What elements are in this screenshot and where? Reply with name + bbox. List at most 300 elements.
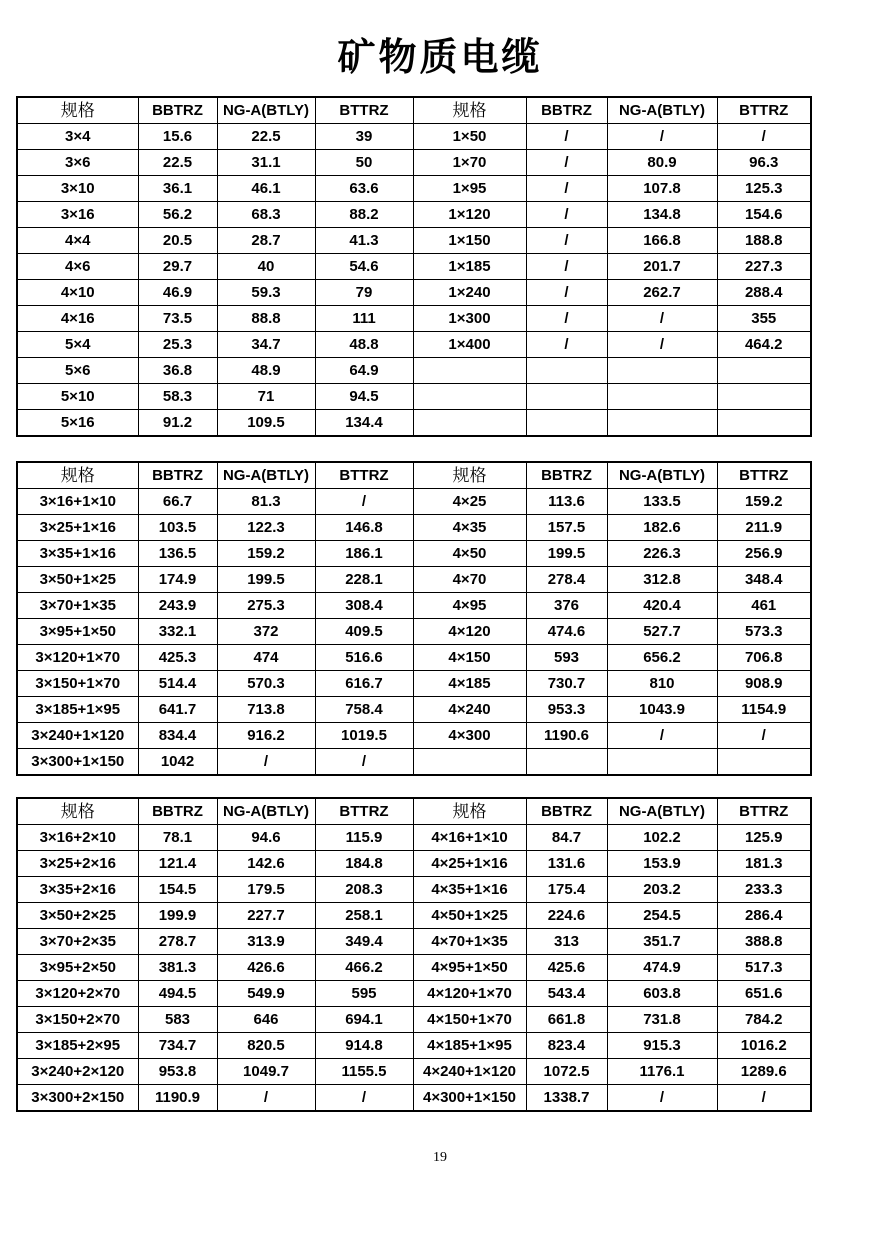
value-cell: / xyxy=(315,489,413,515)
value-cell: 78.1 xyxy=(138,825,217,851)
value-cell: 651.6 xyxy=(717,981,811,1007)
value-cell: 278.7 xyxy=(138,929,217,955)
value-cell xyxy=(526,358,607,384)
value-cell: 661.8 xyxy=(526,1007,607,1033)
value-cell: 22.5 xyxy=(217,124,315,150)
value-cell: 1176.1 xyxy=(607,1059,717,1085)
value-cell: 543.4 xyxy=(526,981,607,1007)
spec-cell: 4×50 xyxy=(413,541,526,567)
column-header: BTTRZ xyxy=(717,798,811,825)
value-cell: 810 xyxy=(607,671,717,697)
column-header: BTTRZ xyxy=(717,462,811,489)
table-row xyxy=(17,955,811,981)
value-cell: 58.3 xyxy=(138,384,217,410)
value-cell: 80.9 xyxy=(607,150,717,176)
value-cell: 409.5 xyxy=(315,619,413,645)
value-cell: 834.4 xyxy=(138,723,217,749)
spec-cell: 3×240+1×120 xyxy=(17,723,138,749)
spec-cell: 1×240 xyxy=(413,280,526,306)
value-cell: 113.6 xyxy=(526,489,607,515)
value-cell: 914.8 xyxy=(315,1033,413,1059)
value-cell: 573.3 xyxy=(717,619,811,645)
table-row xyxy=(17,515,811,541)
value-cell: / xyxy=(315,749,413,776)
value-cell: 133.5 xyxy=(607,489,717,515)
column-header: BTTRZ xyxy=(717,97,811,124)
table-row xyxy=(17,981,811,1007)
value-cell: 464.2 xyxy=(717,332,811,358)
value-cell: 36.8 xyxy=(138,358,217,384)
column-header-spec: 规格 xyxy=(17,97,138,124)
value-cell: 94.6 xyxy=(217,825,315,851)
table-row xyxy=(17,593,811,619)
column-header-spec: 规格 xyxy=(413,97,526,124)
spec-cell: 1×150 xyxy=(413,228,526,254)
value-cell: 376 xyxy=(526,593,607,619)
spec-cell: 1×70 xyxy=(413,150,526,176)
value-cell: 34.7 xyxy=(217,332,315,358)
value-cell: / xyxy=(717,723,811,749)
spec-cell: 3×240+2×120 xyxy=(17,1059,138,1085)
value-cell: 549.9 xyxy=(217,981,315,1007)
value-cell: 199.9 xyxy=(138,903,217,929)
spec-cell: 4×300+1×150 xyxy=(413,1085,526,1112)
spec-cell: 4×95+1×50 xyxy=(413,955,526,981)
column-header-spec: 规格 xyxy=(413,798,526,825)
spec-cell: 3×95+1×50 xyxy=(17,619,138,645)
value-cell: 514.4 xyxy=(138,671,217,697)
value-cell: 186.1 xyxy=(315,541,413,567)
value-cell: 46.9 xyxy=(138,280,217,306)
column-header: NG-A(BTLY) xyxy=(607,462,717,489)
spec-cell: 4×25 xyxy=(413,489,526,515)
value-cell: 174.9 xyxy=(138,567,217,593)
spec-cell: 4×95 xyxy=(413,593,526,619)
spec-cell: 4×185+1×95 xyxy=(413,1033,526,1059)
spec-cell xyxy=(413,358,526,384)
table-row xyxy=(17,1085,811,1112)
column-header: BBTRZ xyxy=(526,798,607,825)
value-cell: 461 xyxy=(717,593,811,619)
value-cell: 1190.9 xyxy=(138,1085,217,1112)
value-cell: / xyxy=(607,124,717,150)
value-cell: 41.3 xyxy=(315,228,413,254)
value-cell: 312.8 xyxy=(607,567,717,593)
value-cell: 79 xyxy=(315,280,413,306)
value-cell: 28.7 xyxy=(217,228,315,254)
value-cell: 915.3 xyxy=(607,1033,717,1059)
column-header: BBTRZ xyxy=(138,462,217,489)
spec-cell: 3×50+2×25 xyxy=(17,903,138,929)
value-cell xyxy=(607,384,717,410)
spec-cell: 4×10 xyxy=(17,280,138,306)
table-row xyxy=(17,749,811,776)
spec-cell: 4×16 xyxy=(17,306,138,332)
value-cell: 188.8 xyxy=(717,228,811,254)
table-row xyxy=(17,384,811,410)
table-row xyxy=(17,410,811,437)
column-header: BBTRZ xyxy=(138,97,217,124)
value-cell: 154.6 xyxy=(717,202,811,228)
value-cell xyxy=(526,384,607,410)
table-row xyxy=(17,671,811,697)
column-header: NG-A(BTLY) xyxy=(217,798,315,825)
table-row xyxy=(17,202,811,228)
value-cell: / xyxy=(526,202,607,228)
value-cell: 1154.9 xyxy=(717,697,811,723)
value-cell: / xyxy=(526,150,607,176)
table-row xyxy=(17,541,811,567)
mineral-cable-table-2 xyxy=(16,461,812,776)
value-cell: 474 xyxy=(217,645,315,671)
table-row xyxy=(17,1059,811,1085)
value-cell: 111 xyxy=(315,306,413,332)
value-cell: 208.3 xyxy=(315,877,413,903)
value-cell: 278.4 xyxy=(526,567,607,593)
value-cell xyxy=(717,384,811,410)
value-cell: / xyxy=(526,306,607,332)
table-row xyxy=(17,332,811,358)
spec-cell: 1×95 xyxy=(413,176,526,202)
value-cell: 388.8 xyxy=(717,929,811,955)
value-cell: 425.6 xyxy=(526,955,607,981)
value-cell: 203.2 xyxy=(607,877,717,903)
value-cell: 275.3 xyxy=(217,593,315,619)
table-row xyxy=(17,176,811,202)
value-cell: 36.1 xyxy=(138,176,217,202)
column-header-spec: 规格 xyxy=(17,798,138,825)
spec-cell: 1×400 xyxy=(413,332,526,358)
column-header-spec: 规格 xyxy=(413,462,526,489)
column-header: BTTRZ xyxy=(315,462,413,489)
spec-cell: 4×300 xyxy=(413,723,526,749)
spec-cell: 4×150+1×70 xyxy=(413,1007,526,1033)
value-cell: 233.3 xyxy=(717,877,811,903)
value-cell: 474.6 xyxy=(526,619,607,645)
value-cell: 908.9 xyxy=(717,671,811,697)
value-cell: 1155.5 xyxy=(315,1059,413,1085)
value-cell: 25.3 xyxy=(138,332,217,358)
spec-cell: 4×120 xyxy=(413,619,526,645)
column-header: BTTRZ xyxy=(315,798,413,825)
value-cell: 159.2 xyxy=(217,541,315,567)
column-header: NG-A(BTLY) xyxy=(217,97,315,124)
value-cell: 603.8 xyxy=(607,981,717,1007)
value-cell: 56.2 xyxy=(138,202,217,228)
spec-cell: 3×16 xyxy=(17,202,138,228)
value-cell: 953.8 xyxy=(138,1059,217,1085)
value-cell: 166.8 xyxy=(607,228,717,254)
value-cell: 1338.7 xyxy=(526,1085,607,1112)
value-cell: 68.3 xyxy=(217,202,315,228)
table-row xyxy=(17,1033,811,1059)
spec-cell: 4×70+1×35 xyxy=(413,929,526,955)
value-cell: 258.1 xyxy=(315,903,413,929)
value-cell: 694.1 xyxy=(315,1007,413,1033)
value-cell xyxy=(717,410,811,437)
table-row xyxy=(17,619,811,645)
value-cell: / xyxy=(217,749,315,776)
value-cell: 154.5 xyxy=(138,877,217,903)
value-cell: 134.8 xyxy=(607,202,717,228)
value-cell: 820.5 xyxy=(217,1033,315,1059)
value-cell xyxy=(607,410,717,437)
value-cell: 731.8 xyxy=(607,1007,717,1033)
value-cell: 226.3 xyxy=(607,541,717,567)
spec-cell: 3×185+1×95 xyxy=(17,697,138,723)
value-cell: 157.5 xyxy=(526,515,607,541)
value-cell: 351.7 xyxy=(607,929,717,955)
value-cell: 184.8 xyxy=(315,851,413,877)
header-row xyxy=(17,798,811,825)
value-cell: 122.3 xyxy=(217,515,315,541)
value-cell: 466.2 xyxy=(315,955,413,981)
value-cell: / xyxy=(526,124,607,150)
spec-cell: 4×6 xyxy=(17,254,138,280)
value-cell: / xyxy=(526,228,607,254)
value-cell: 381.3 xyxy=(138,955,217,981)
table-row xyxy=(17,567,811,593)
spec-cell: 1×120 xyxy=(413,202,526,228)
spec-cell: 4×50+1×25 xyxy=(413,903,526,929)
column-header: NG-A(BTLY) xyxy=(607,97,717,124)
spec-cell: 4×25+1×16 xyxy=(413,851,526,877)
column-header: NG-A(BTLY) xyxy=(217,462,315,489)
spec-cell: 4×35 xyxy=(413,515,526,541)
spec-cell: 3×50+1×25 xyxy=(17,567,138,593)
table-row xyxy=(17,254,811,280)
value-cell: / xyxy=(607,723,717,749)
spec-cell: 3×70+1×35 xyxy=(17,593,138,619)
spec-cell: 3×6 xyxy=(17,150,138,176)
table-row xyxy=(17,306,811,332)
value-cell: 107.8 xyxy=(607,176,717,202)
spec-cell: 4×35+1×16 xyxy=(413,877,526,903)
spec-cell: 4×240 xyxy=(413,697,526,723)
table-row xyxy=(17,903,811,929)
column-header: BBTRZ xyxy=(526,462,607,489)
value-cell: 22.5 xyxy=(138,150,217,176)
spec-cell: 5×10 xyxy=(17,384,138,410)
value-cell: 517.3 xyxy=(717,955,811,981)
value-cell: 201.7 xyxy=(607,254,717,280)
value-cell: 730.7 xyxy=(526,671,607,697)
value-cell: 136.5 xyxy=(138,541,217,567)
table-row xyxy=(17,645,811,671)
value-cell: 159.2 xyxy=(717,489,811,515)
value-cell: / xyxy=(526,254,607,280)
value-cell xyxy=(717,358,811,384)
value-cell: 73.5 xyxy=(138,306,217,332)
value-cell: 243.9 xyxy=(138,593,217,619)
spec-cell: 3×120+2×70 xyxy=(17,981,138,1007)
spec-cell: 3×185+2×95 xyxy=(17,1033,138,1059)
value-cell: 15.6 xyxy=(138,124,217,150)
value-cell: 595 xyxy=(315,981,413,1007)
value-cell: 474.9 xyxy=(607,955,717,981)
value-cell: 784.2 xyxy=(717,1007,811,1033)
value-cell: 916.2 xyxy=(217,723,315,749)
column-header: NG-A(BTLY) xyxy=(607,798,717,825)
value-cell: 227.7 xyxy=(217,903,315,929)
value-cell: 228.1 xyxy=(315,567,413,593)
value-cell: 54.6 xyxy=(315,254,413,280)
value-cell: 593 xyxy=(526,645,607,671)
value-cell: 66.7 xyxy=(138,489,217,515)
value-cell: 182.6 xyxy=(607,515,717,541)
spec-cell xyxy=(413,384,526,410)
value-cell: 570.3 xyxy=(217,671,315,697)
value-cell: 286.4 xyxy=(717,903,811,929)
value-cell: 115.9 xyxy=(315,825,413,851)
mineral-cable-table-3 xyxy=(16,797,812,1112)
value-cell: 20.5 xyxy=(138,228,217,254)
value-cell: 953.3 xyxy=(526,697,607,723)
value-cell: 713.8 xyxy=(217,697,315,723)
spec-cell: 4×185 xyxy=(413,671,526,697)
spec-cell: 3×70+2×35 xyxy=(17,929,138,955)
spec-cell: 3×4 xyxy=(17,124,138,150)
value-cell: / xyxy=(607,306,717,332)
value-cell: 63.6 xyxy=(315,176,413,202)
value-cell: 50 xyxy=(315,150,413,176)
value-cell: 349.4 xyxy=(315,929,413,955)
table-row xyxy=(17,877,811,903)
spec-cell: 3×300+1×150 xyxy=(17,749,138,776)
header-row xyxy=(17,462,811,489)
table-row xyxy=(17,723,811,749)
value-cell: 494.5 xyxy=(138,981,217,1007)
value-cell: 372 xyxy=(217,619,315,645)
value-cell: 656.2 xyxy=(607,645,717,671)
value-cell: 646 xyxy=(217,1007,315,1033)
value-cell: 48.8 xyxy=(315,332,413,358)
column-header: BTTRZ xyxy=(315,97,413,124)
column-header: BBTRZ xyxy=(526,97,607,124)
value-cell: 146.8 xyxy=(315,515,413,541)
table-row xyxy=(17,697,811,723)
value-cell: 181.3 xyxy=(717,851,811,877)
spec-cell xyxy=(413,410,526,437)
table-row xyxy=(17,929,811,955)
value-cell: 1049.7 xyxy=(217,1059,315,1085)
value-cell: / xyxy=(717,1085,811,1112)
value-cell: 616.7 xyxy=(315,671,413,697)
value-cell: 94.5 xyxy=(315,384,413,410)
header-row xyxy=(17,97,811,124)
value-cell: 516.6 xyxy=(315,645,413,671)
spec-cell: 3×35+1×16 xyxy=(17,541,138,567)
value-cell: 1043.9 xyxy=(607,697,717,723)
value-cell: 102.2 xyxy=(607,825,717,851)
value-cell: 134.4 xyxy=(315,410,413,437)
value-cell: 420.4 xyxy=(607,593,717,619)
value-cell: 84.7 xyxy=(526,825,607,851)
value-cell xyxy=(607,358,717,384)
value-cell: 39 xyxy=(315,124,413,150)
spec-cell: 3×35+2×16 xyxy=(17,877,138,903)
value-cell: 313 xyxy=(526,929,607,955)
value-cell: 59.3 xyxy=(217,280,315,306)
spec-cell: 4×150 xyxy=(413,645,526,671)
mineral-cable-table-1 xyxy=(16,96,812,437)
value-cell: 1072.5 xyxy=(526,1059,607,1085)
spec-cell: 4×240+1×120 xyxy=(413,1059,526,1085)
table-row xyxy=(17,358,811,384)
spec-cell: 4×4 xyxy=(17,228,138,254)
value-cell: 332.1 xyxy=(138,619,217,645)
value-cell: 125.3 xyxy=(717,176,811,202)
table-row xyxy=(17,280,811,306)
table-row xyxy=(17,825,811,851)
table-row xyxy=(17,228,811,254)
value-cell: 641.7 xyxy=(138,697,217,723)
value-cell: 125.9 xyxy=(717,825,811,851)
value-cell: 256.9 xyxy=(717,541,811,567)
value-cell: 46.1 xyxy=(217,176,315,202)
table-row xyxy=(17,1007,811,1033)
spec-cell: 3×16+1×10 xyxy=(17,489,138,515)
value-cell: 40 xyxy=(217,254,315,280)
value-cell: / xyxy=(526,280,607,306)
value-cell: / xyxy=(526,176,607,202)
value-cell: 91.2 xyxy=(138,410,217,437)
value-cell: 88.2 xyxy=(315,202,413,228)
value-cell: 224.6 xyxy=(526,903,607,929)
value-cell: 706.8 xyxy=(717,645,811,671)
table-row xyxy=(17,851,811,877)
spec-cell: 4×120+1×70 xyxy=(413,981,526,1007)
value-cell: 88.8 xyxy=(217,306,315,332)
spec-cell: 5×4 xyxy=(17,332,138,358)
column-header: BBTRZ xyxy=(138,798,217,825)
value-cell: 48.9 xyxy=(217,358,315,384)
value-cell: 527.7 xyxy=(607,619,717,645)
value-cell: 758.4 xyxy=(315,697,413,723)
value-cell: / xyxy=(217,1085,315,1112)
value-cell: 211.9 xyxy=(717,515,811,541)
value-cell: / xyxy=(315,1085,413,1112)
page-title: 矿物质电缆 xyxy=(337,37,543,79)
value-cell: 262.7 xyxy=(607,280,717,306)
value-cell: 103.5 xyxy=(138,515,217,541)
value-cell: 109.5 xyxy=(217,410,315,437)
value-cell: 64.9 xyxy=(315,358,413,384)
value-cell: 29.7 xyxy=(138,254,217,280)
spec-cell: 4×16+1×10 xyxy=(413,825,526,851)
value-cell xyxy=(607,749,717,776)
value-cell: 355 xyxy=(717,306,811,332)
value-cell: 81.3 xyxy=(217,489,315,515)
value-cell xyxy=(717,749,811,776)
spec-cell: 3×95+2×50 xyxy=(17,955,138,981)
value-cell: / xyxy=(607,332,717,358)
spec-cell: 1×300 xyxy=(413,306,526,332)
spec-cell: 1×185 xyxy=(413,254,526,280)
spec-cell: 3×10 xyxy=(17,176,138,202)
spec-cell: 3×150+1×70 xyxy=(17,671,138,697)
value-cell: 199.5 xyxy=(217,567,315,593)
value-cell: 179.5 xyxy=(217,877,315,903)
value-cell: 288.4 xyxy=(717,280,811,306)
value-cell: 121.4 xyxy=(138,851,217,877)
value-cell: 823.4 xyxy=(526,1033,607,1059)
spec-cell xyxy=(413,749,526,776)
column-header-spec: 规格 xyxy=(17,462,138,489)
value-cell: 1016.2 xyxy=(717,1033,811,1059)
value-cell: 142.6 xyxy=(217,851,315,877)
spec-cell: 3×150+2×70 xyxy=(17,1007,138,1033)
